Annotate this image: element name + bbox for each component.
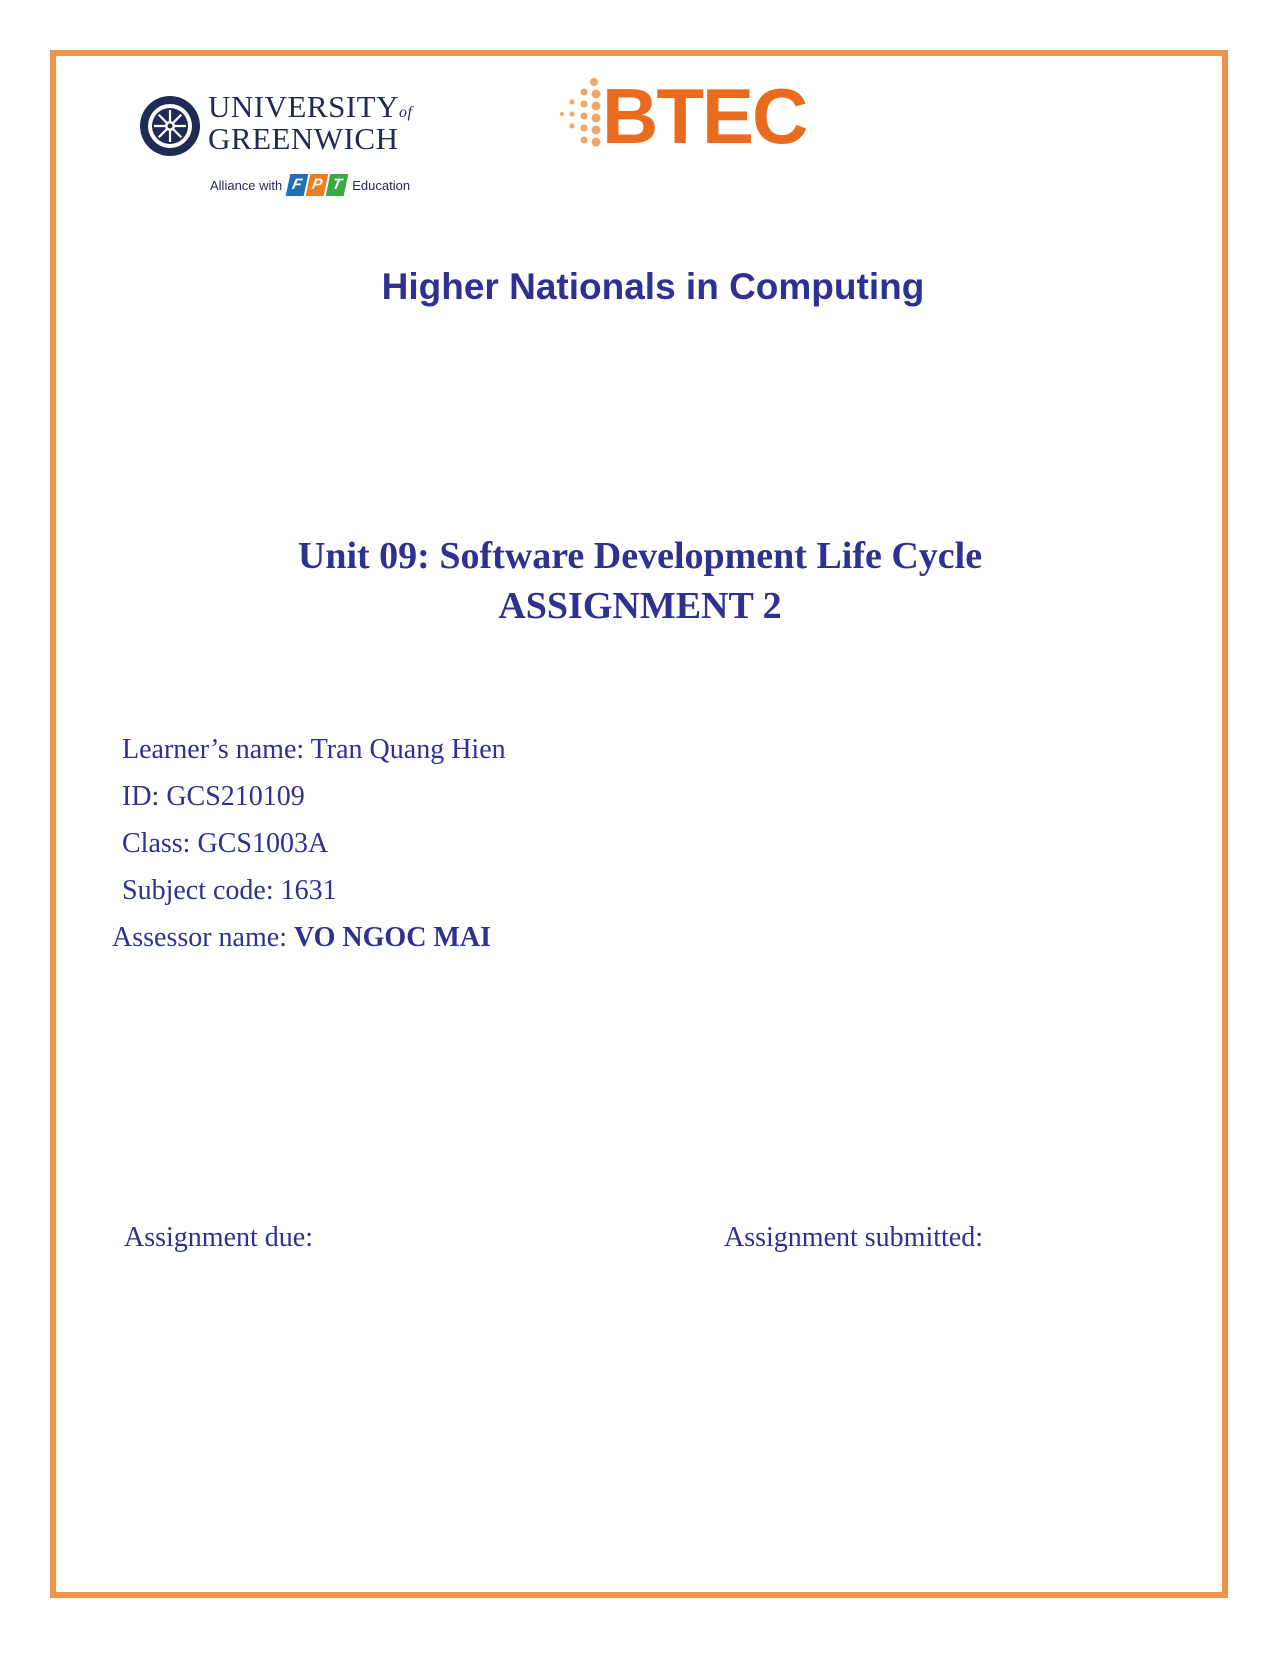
learner-id-label: ID: bbox=[122, 781, 167, 812]
subject-code-value: 1631 bbox=[280, 875, 337, 906]
btec-wordmark: BTEC bbox=[602, 72, 807, 160]
fpt-letter-t: T bbox=[326, 174, 349, 196]
assessor-value: VO NGOC MAI bbox=[293, 922, 491, 953]
learner-name-label: Learner’s name: bbox=[122, 734, 311, 765]
assignment-due-label: Assignment due: bbox=[124, 1222, 313, 1253]
fpt-logo bbox=[288, 174, 346, 196]
learner-id-value: GCS210109 bbox=[166, 781, 305, 812]
greenwich-wordmark-line2: GREENWICH bbox=[208, 121, 399, 156]
subject-code-label: Subject code: bbox=[122, 875, 281, 906]
greenwich-wordmark-line1: UNIVERSITYof bbox=[208, 89, 413, 124]
program-heading: Higher Nationals in Computing bbox=[381, 266, 925, 307]
greenwich-crest-icon bbox=[138, 94, 202, 158]
class-label: Class: bbox=[122, 828, 198, 859]
class-line bbox=[122, 828, 328, 860]
education-text: Education bbox=[352, 177, 411, 193]
assignment-submitted-label: Assignment submitted: bbox=[724, 1222, 983, 1253]
class-value: GCS1003A bbox=[197, 828, 329, 859]
alliance-line bbox=[210, 174, 410, 196]
fpt-letter-p: P bbox=[306, 174, 329, 196]
alliance-with-text: Alliance with bbox=[210, 177, 283, 193]
btec-logo bbox=[556, 72, 812, 160]
assessor-label: Assessor name: bbox=[112, 922, 294, 953]
learner-name-value: Tran Quang Hien bbox=[310, 734, 506, 765]
learner-name-line bbox=[122, 734, 506, 766]
unit-title: Unit 09: Software Development Life Cycle bbox=[297, 535, 983, 577]
assignment-title: ASSIGNMENT 2 bbox=[498, 585, 782, 627]
subject-code-line bbox=[122, 875, 337, 907]
learner-id-line bbox=[122, 781, 305, 813]
assessor-line bbox=[112, 922, 491, 954]
fpt-letter-f: F bbox=[286, 174, 309, 196]
greenwich-logo bbox=[138, 90, 438, 210]
